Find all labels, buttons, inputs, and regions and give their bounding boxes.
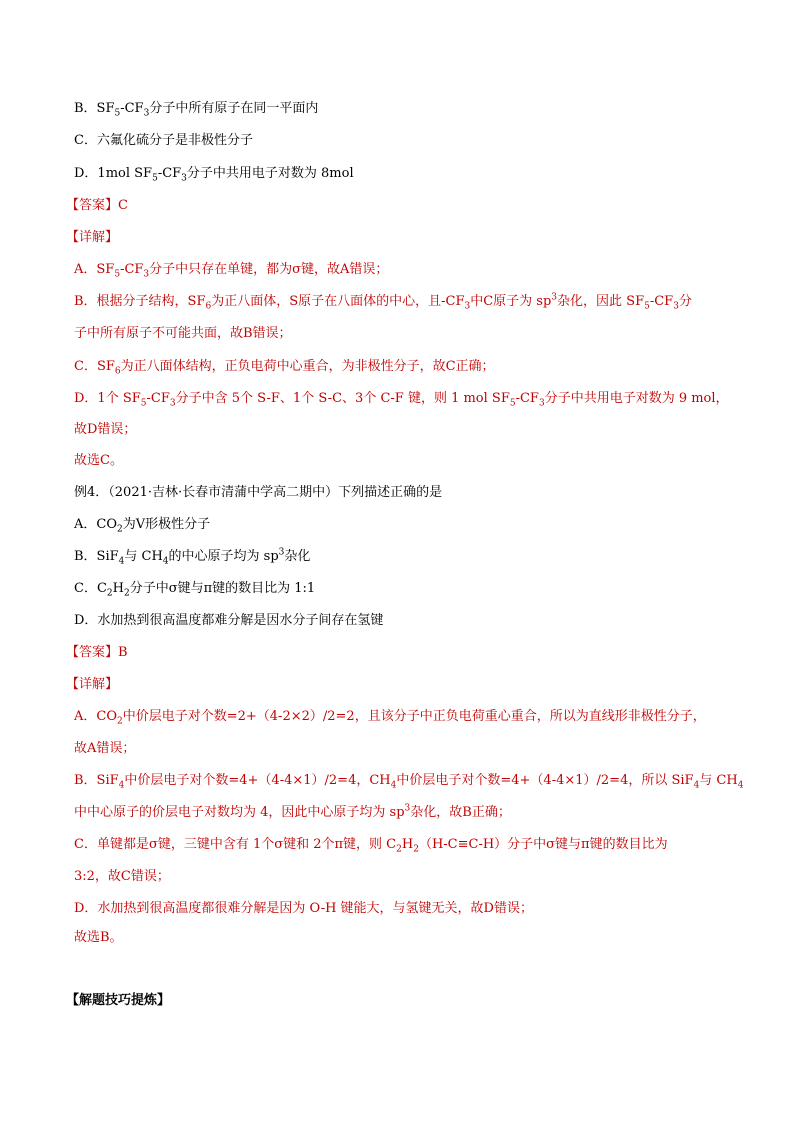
ex4-detail-c-line1: C．单键都是σ键，三键中含有 1个σ键和 2个π键，则 $C_2H_2(H-C\equiv C-H)$分子中σ键与π键的数目比为 [74,837,668,855]
ex4-detail-b-line1: B．SiF$_4$中价层电子对个数=4+（4-4×1）/2=4，$CH_4$中价层电子对个数=4+（4-4×1）/2=4，所以 SiF$_4$与 $CH_4$ [74,773,744,791]
section-heading: 【解题技巧提炼】 [66,993,171,1008]
ex4-detail-d: D．水加热到很高温度都很难分解是因为 O-H 键能大，与氢键无关，故D错误； [74,901,533,916]
ex4-detail-a-line2: 故A错误； [74,741,136,756]
ex3-option-c: C．六氟化硫分子是非极性分子 [74,133,253,148]
ex3-final-choice: 故选C。 [74,453,123,468]
ex4-detail-heading: 【详解】 [66,677,119,692]
ex3-detail-d-line2: 故D错误； [74,422,137,437]
ex3-detail-b-line1: B．根据分子结构，$SF_6$为正八面体，S原子在八面体的中心，且$-CF_3$中C原子为 $sp^3$杂化，因此 $SF_5-CF_3$分 [74,292,692,312]
ex3-option-b: B．$SF_5-CF_3$分子中所有原子在同一平面内 [74,101,319,119]
ex4-detail-b-line2: 中中心原子的价层电子对数均为 4，因此中心原子均为 $sp^3$杂化，故B正确； [74,803,511,820]
ex3-detail-c: C．$SF_6$为正八面体结构，正负电荷中心重合，为非极性分子，故C正确； [74,359,495,377]
ex4-option-b: B．SiF$_4$与 $CH_4$的中心原子均为 $sp^3$杂化 [74,547,311,567]
ex3-detail-d-line1: D．1个 $SF_5-CF_3$分子中含 5个 S-F、1个 S-C、3个 C-F 键，则 1 mol $SF_5-CF_3$分子中共用电子对数为 9 mol， [74,391,729,409]
ex3-detail-a: A．$SF_5-CF_3$分子中只存在单键，都为σ键，故A错误； [74,262,389,280]
ex4-option-a: A．$CO_2$为V形极性分子 [74,517,211,535]
ex3-option-d: D．1mol $SF_5-CF_3$分子中共用电子对数为 8mol [74,166,354,184]
ex4-detail-a-line1: A．$CO_2$中价层电子对个数=2+（4-2×2）/2=2，且该分子中正负电荷重心重合，所以为直线形非极性分子， [74,709,706,727]
ex4-detail-c-line2: 3:2，故C错误； [74,869,170,884]
ex3-detail-b-line2: 子中所有原子不可能共面，故B错误； [74,326,292,341]
ex4-answer: 【答案】B [66,645,128,660]
ex4-option-d: D．水加热到很高温度都难分解是因水分子间存在氢键 [74,613,384,628]
ex3-answer: 【答案】C [66,198,128,213]
ex4-final-choice: 故选B。 [74,930,123,945]
ex4-question-stem: 例4．（2021·吉林·长春市清蒲中学高二期中）下列描述正确的是 [74,485,443,500]
ex3-detail-heading: 【详解】 [66,230,119,245]
ex4-option-c: C．$C_2H_2$分子中σ键与π键的数目比为 1:1 [74,581,316,599]
